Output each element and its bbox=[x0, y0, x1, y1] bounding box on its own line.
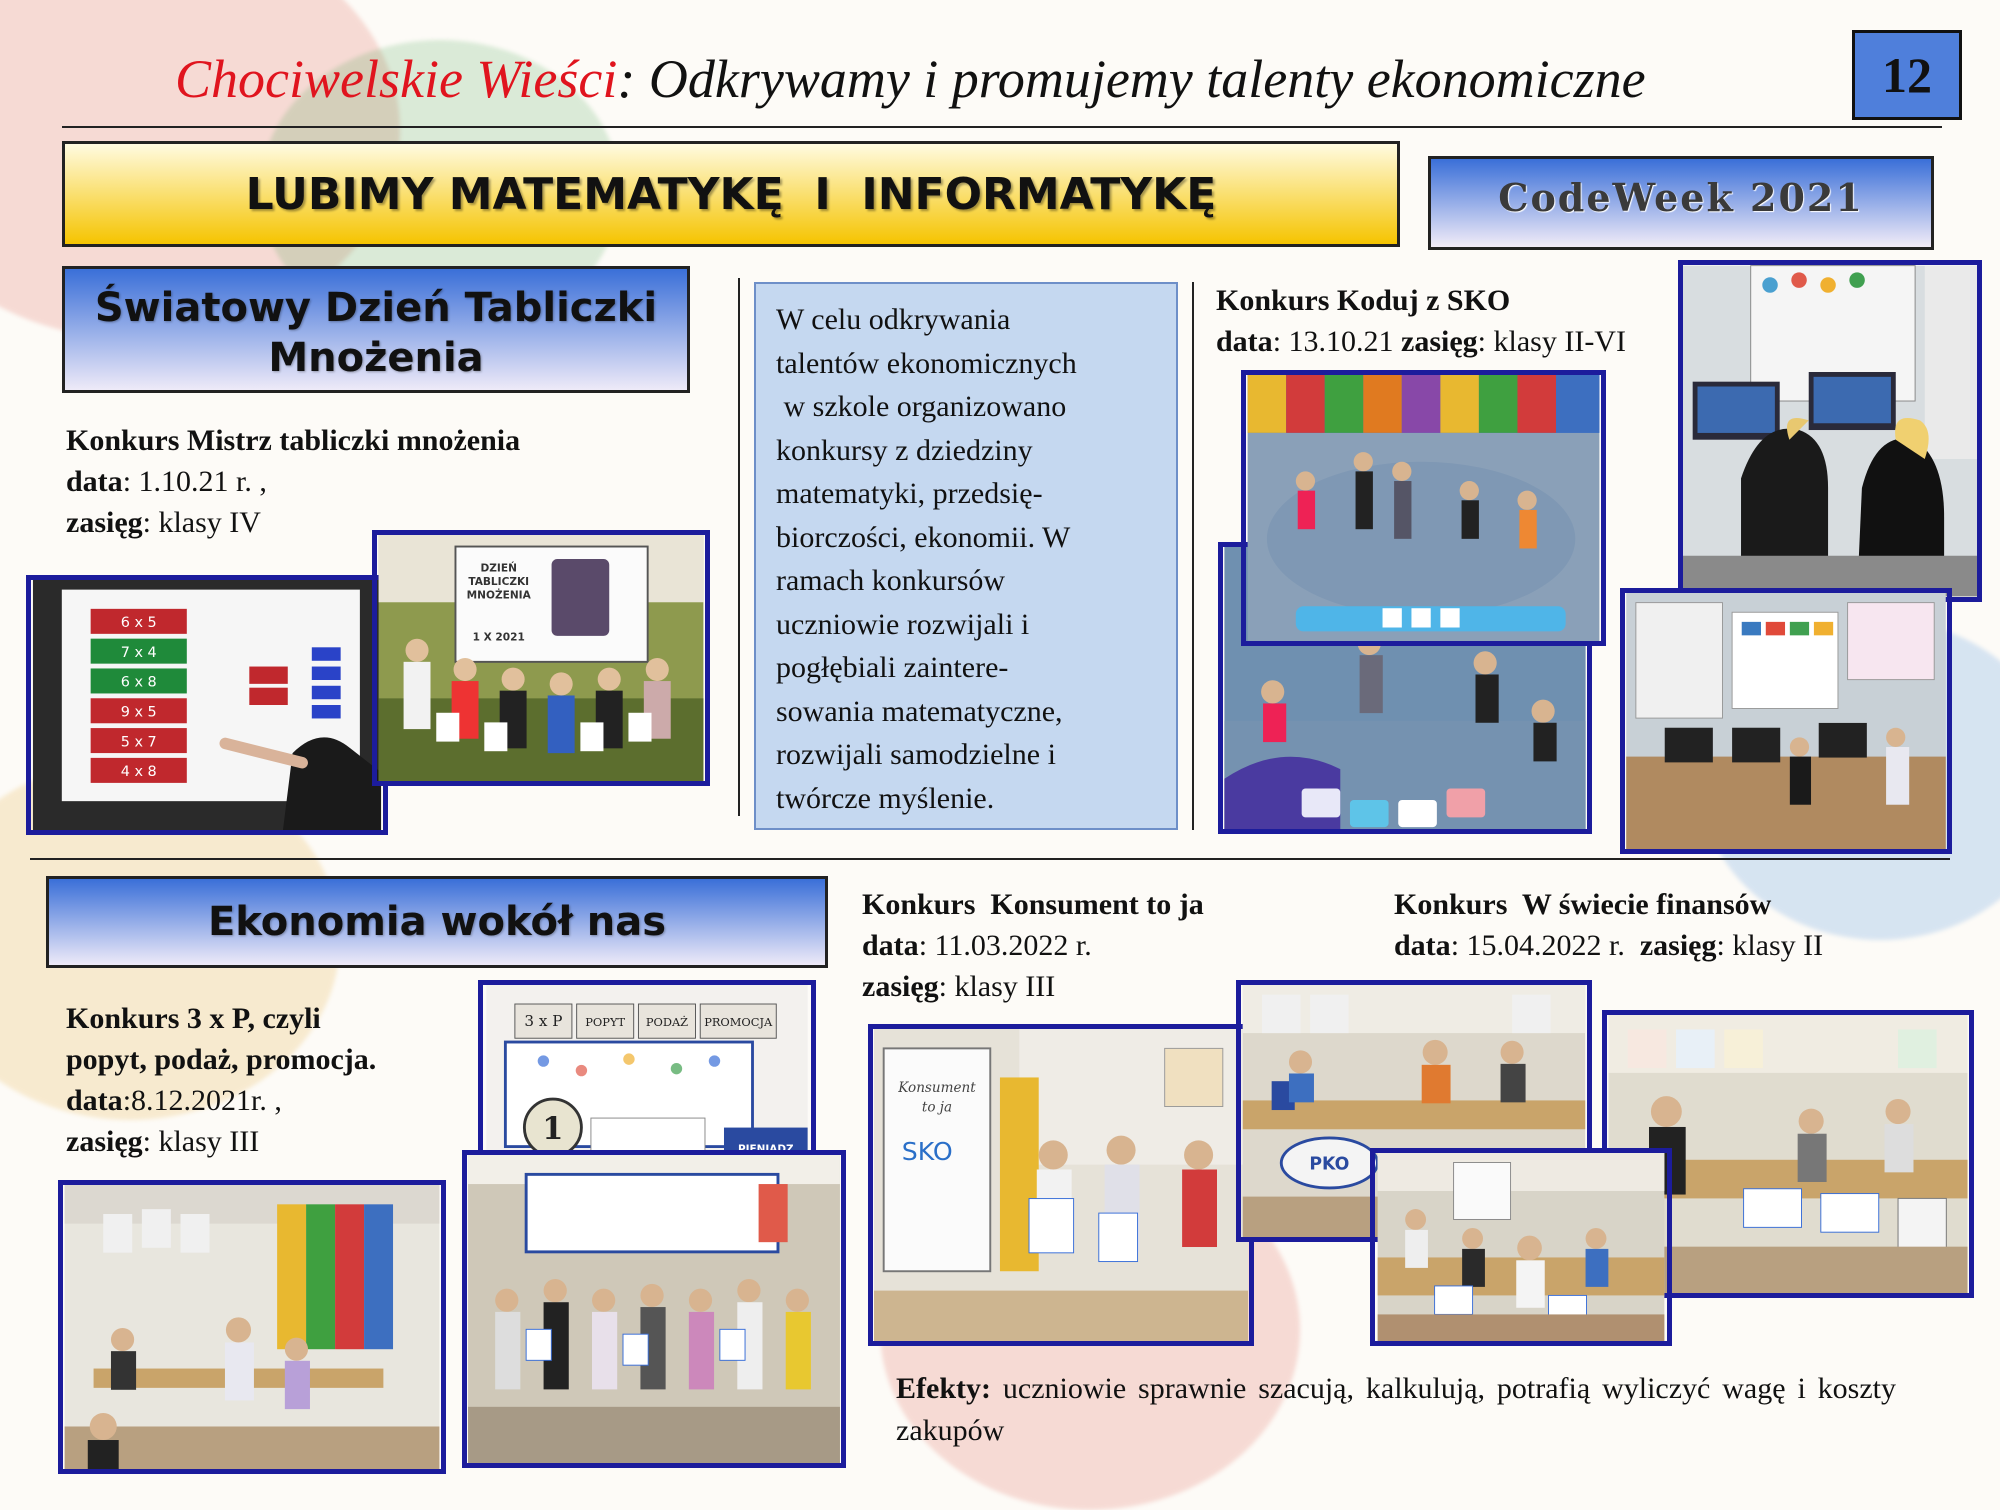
board-item: 9 x 5 bbox=[120, 704, 157, 721]
sign-label: PIENIĄDZ bbox=[738, 1143, 794, 1156]
section-heading-multiplication bbox=[62, 266, 690, 393]
coin-label: 1 bbox=[542, 1110, 564, 1147]
main-banner bbox=[62, 141, 1400, 247]
effects-text bbox=[896, 1368, 1896, 1452]
section-heading-economy bbox=[46, 876, 828, 968]
contest-name: Konkurs Koduj z SKO bbox=[1216, 284, 1511, 317]
poster-text: 1 X 2021 bbox=[472, 631, 525, 644]
intro-line: twórcze myślenie. bbox=[776, 781, 995, 815]
contest-info-finance bbox=[1394, 884, 1974, 966]
page-title-brand: Chociwelskie Wieści bbox=[175, 49, 618, 109]
range-label: zasięg bbox=[66, 1125, 143, 1158]
intro-line: biorczości, ekonomii. W bbox=[776, 520, 1071, 554]
intro-line: talentów ekonomicznych bbox=[776, 346, 1077, 380]
flipchart-text: SKO bbox=[901, 1136, 953, 1166]
poster-text: MNOŻENIA bbox=[466, 589, 531, 602]
page-number: 12 bbox=[1882, 47, 1932, 103]
date-value: : 13.10.21 bbox=[1272, 325, 1402, 358]
range-value: : klasy III bbox=[938, 970, 1056, 1003]
pko-logo-text: PKO bbox=[1309, 1154, 1350, 1175]
intro-line: rozwijali samodzielne i bbox=[776, 738, 1056, 771]
range-value: : klasy II bbox=[1716, 929, 1824, 962]
range-label: zasięg bbox=[1401, 325, 1478, 358]
photo-smartboard bbox=[26, 575, 388, 835]
page-number-badge bbox=[1852, 30, 1962, 120]
photo-coding-mat bbox=[1241, 370, 1606, 646]
range-value: : klasy II-VI bbox=[1477, 325, 1626, 358]
intro-line: ramach konkursów bbox=[776, 564, 1006, 597]
flipchart-text: to ja bbox=[921, 1099, 953, 1116]
date-value: : 1.10.21 r. , bbox=[122, 465, 267, 498]
intro-line: matematyki, przedsię- bbox=[776, 477, 1043, 510]
contest-info-sko bbox=[1216, 280, 1696, 362]
intro-line: uczniowie rozwijali i bbox=[776, 607, 1030, 641]
intro-line: sowania matematyczne, bbox=[776, 694, 1063, 728]
poster-word: POPYT bbox=[585, 1014, 626, 1029]
range-value: : klasy IV bbox=[142, 506, 261, 539]
poster-word: PODAŻ bbox=[645, 1014, 689, 1029]
intro-line: W celu odkrywania bbox=[776, 303, 1011, 336]
poster-word: PROMOCJA bbox=[704, 1014, 773, 1029]
date-value: : 15.04.2022 r. bbox=[1450, 929, 1640, 962]
contest-info-3xp bbox=[66, 998, 506, 1162]
flipchart-text: Konsument bbox=[898, 1079, 976, 1096]
effects-body: uczniowie sprawnie szacują, kalkulują, potrafią wyliczyć wagę i koszty zakupów bbox=[896, 1372, 1896, 1447]
contest-info-multiplication bbox=[66, 420, 666, 543]
date-label: data bbox=[66, 465, 123, 498]
contest-name: Konkurs Konsument to ja bbox=[862, 888, 1204, 921]
contest-name: Konkurs W świecie finansów bbox=[1394, 888, 1772, 921]
date-label: data bbox=[1216, 325, 1273, 358]
poster-text: DZIEŃ bbox=[480, 562, 517, 575]
intro-text-box bbox=[754, 282, 1178, 830]
photo-computer-lab bbox=[1620, 588, 1952, 854]
date-label: data bbox=[1394, 929, 1451, 962]
board-item: 7 x 4 bbox=[120, 644, 157, 661]
contest-name-line: popyt, podaż, promocja. bbox=[66, 1043, 377, 1076]
column-divider bbox=[738, 278, 740, 816]
poster-text: TABLICZKI bbox=[468, 575, 530, 588]
main-banner-text: LUBIMY MATEMATYKĘ I INFORMATYKĘ bbox=[245, 168, 1217, 220]
photo-class-posters bbox=[372, 530, 710, 786]
heading-line-2: Mnożenia bbox=[268, 335, 484, 381]
heading-economy-text: Ekonomia wokół nas bbox=[207, 899, 667, 945]
board-item: 5 x 7 bbox=[120, 734, 157, 751]
contest-name: Konkurs Mistrz tabliczki mnożenia bbox=[66, 424, 521, 457]
range-label: zasięg bbox=[862, 970, 939, 1003]
poster-word: 3 x P bbox=[524, 1011, 563, 1030]
section-divider bbox=[30, 858, 1950, 860]
board-item: 6 x 5 bbox=[120, 615, 157, 632]
effects-label: Efekty: bbox=[896, 1372, 991, 1405]
range-value: : klasy III bbox=[142, 1125, 260, 1158]
board-item: 6 x 8 bbox=[120, 674, 157, 691]
contest-name-line: Konkurs 3 x P, czyli bbox=[66, 1002, 321, 1035]
date-label: data bbox=[66, 1084, 123, 1117]
intro-line: konkursy z dziedziny bbox=[776, 433, 1033, 467]
intro-line: pogłębiali zaintere- bbox=[776, 651, 1009, 684]
page-title-text: : Odkrywamy i promujemy talenty ekonomiczne bbox=[617, 49, 1646, 109]
photo-laptop-students bbox=[1678, 260, 1982, 602]
column-divider bbox=[1192, 282, 1194, 830]
board-item: 4 x 8 bbox=[120, 764, 157, 781]
date-label: data bbox=[862, 929, 919, 962]
range-label: zasięg bbox=[1639, 929, 1717, 962]
intro-line: w szkole organizowano bbox=[776, 390, 1067, 423]
date-value: : 11.03.2022 r. bbox=[918, 929, 1092, 962]
page-title bbox=[175, 48, 1705, 110]
header-divider bbox=[62, 126, 1942, 128]
range-label: zasięg bbox=[66, 506, 143, 539]
codeweek-banner bbox=[1428, 156, 1934, 250]
heading-line-1: Światowy Dzień Tabliczki bbox=[94, 285, 658, 331]
photo-consumer-flipchart bbox=[868, 1024, 1254, 1346]
codeweek-text: CodeWeek 2021 bbox=[1498, 175, 1864, 220]
date-value: :8.12.2021r. , bbox=[122, 1084, 282, 1117]
photo-finance-class-3 bbox=[1370, 1148, 1672, 1346]
photo-classroom-3xp bbox=[58, 1180, 446, 1474]
photo-3xp-group bbox=[462, 1150, 846, 1468]
